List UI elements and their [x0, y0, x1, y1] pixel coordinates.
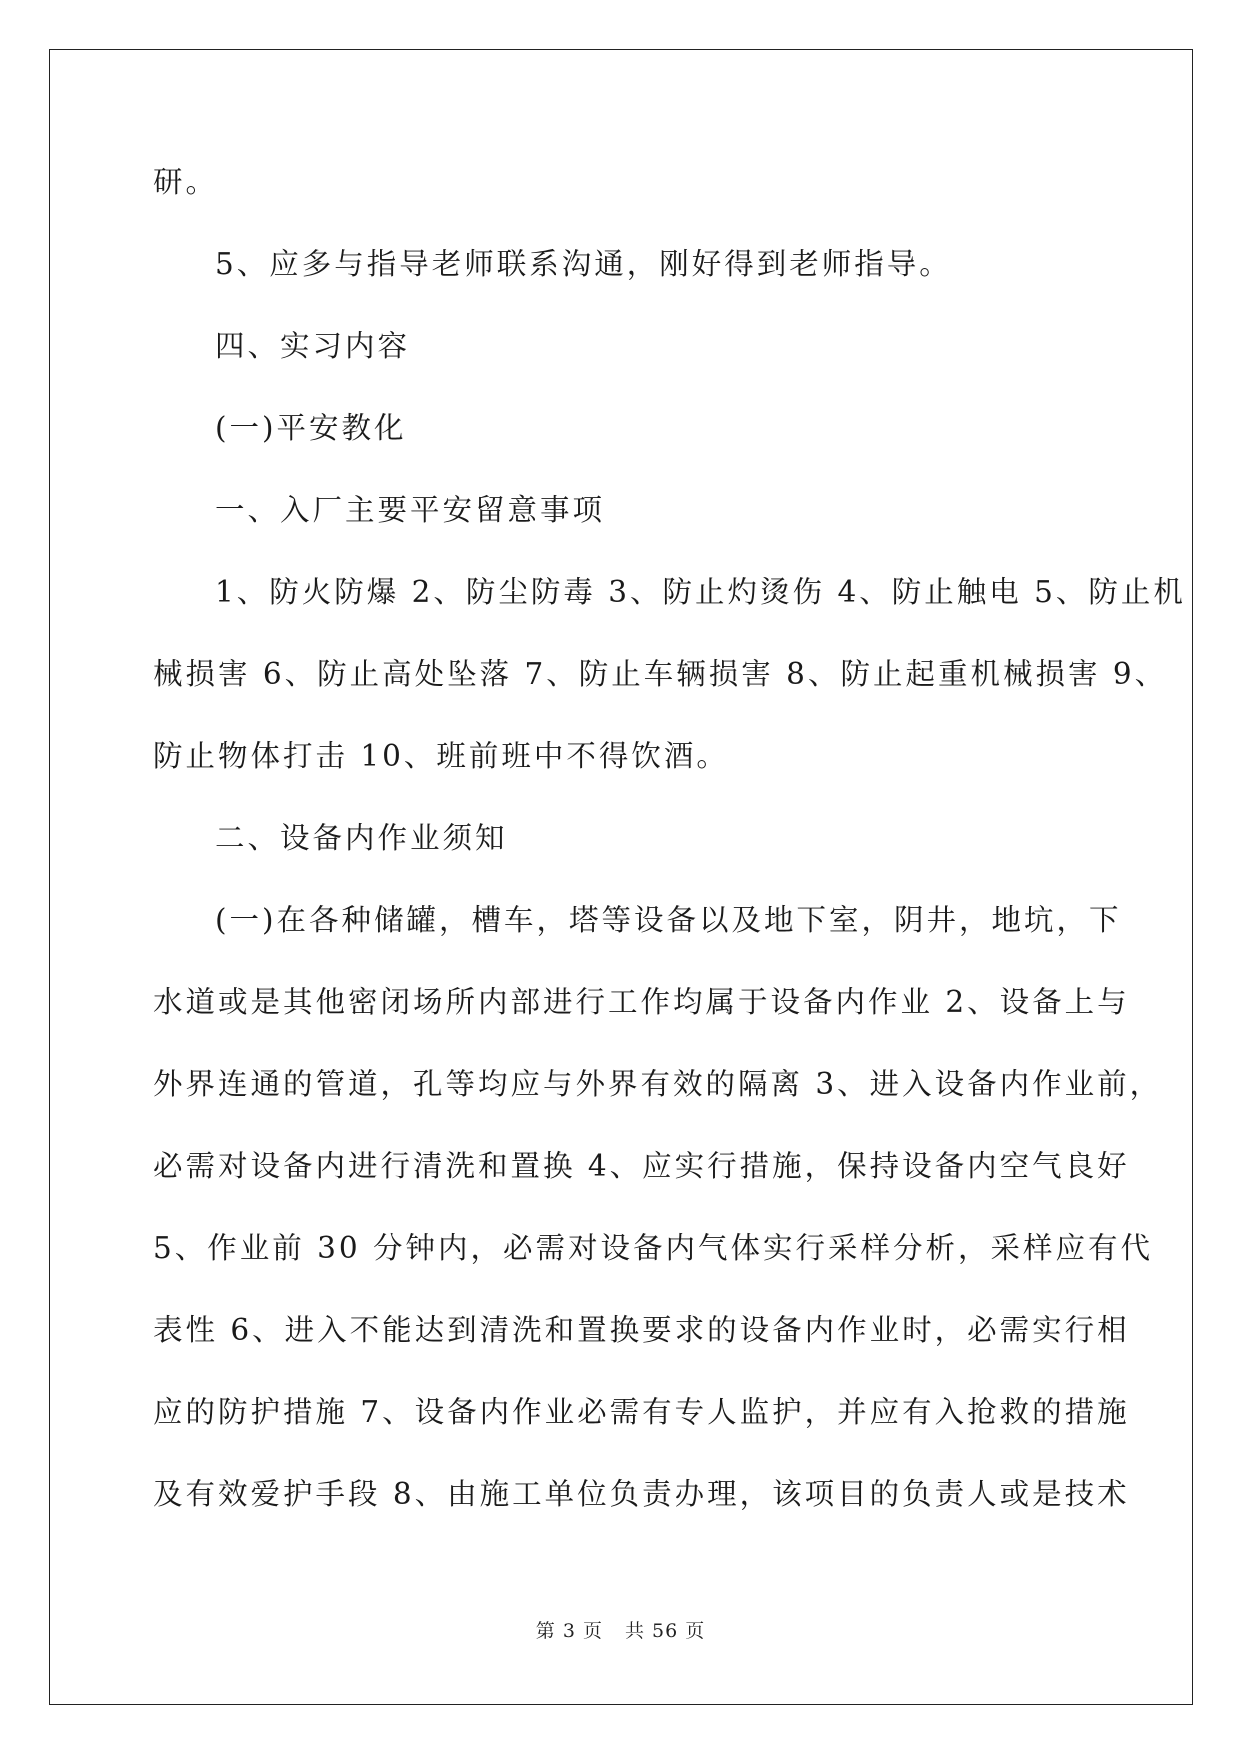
text-line: 5、作业前 30 分钟内，必需对设备内气体实行采样分析，采样应有代 [153, 1231, 1154, 1265]
subsection-heading: 一、入厂主要平安留意事项 [215, 493, 606, 527]
text-line: 必需对设备内进行清洗和置换 4、应实行措施，保持设备内空气良好 [153, 1149, 1130, 1183]
text-line: 研。 [153, 165, 219, 199]
text-line: 水道或是其他密闭场所内部进行工作均属于设备内作业 2、设备上与 [153, 985, 1130, 1019]
text-line: 械损害 6、防止高处坠落 7、防止车辆损害 8、防止起重机械损害 9、 [153, 657, 1168, 691]
text-line: 及有效爱护手段 8、由施工单位负责办理，该项目的负责人或是技术 [153, 1477, 1130, 1511]
text-line: 1、防火防爆 2、防尘防毒 3、防止灼烫伤 4、防止触电 5、防止机 [215, 575, 1186, 609]
text-line: 应的防护措施 7、设备内作业必需有专人监护，并应有入抢救的措施 [153, 1395, 1130, 1429]
text-line: (一)在各种储罐，槽车，塔等设备以及地下室，阴井，地坑，下 [215, 903, 1122, 937]
subsection-heading: (一)平安教化 [215, 411, 407, 445]
total-pages: 共 56 页 [624, 1620, 706, 1642]
text-line: 外界连通的管道，孔等均应与外界有效的隔离 3、进入设备内作业前， [153, 1067, 1163, 1101]
text-line: 表性 6、进入不能达到清洗和置换要求的设备内作业时，必需实行相 [153, 1313, 1130, 1347]
section-heading: 二、设备内作业须知 [215, 821, 508, 855]
section-heading: 四、实习内容 [215, 329, 411, 363]
text-line: 5、应多与指导老师联系沟通，刚好得到老师指导。 [215, 247, 952, 281]
page-footer [0, 1616, 1241, 1643]
document-body [153, 165, 1186, 1559]
current-page-number: 第 3 页 [535, 1620, 603, 1642]
text-line: 防止物体打击 10、班前班中不得饮酒。 [153, 739, 729, 773]
